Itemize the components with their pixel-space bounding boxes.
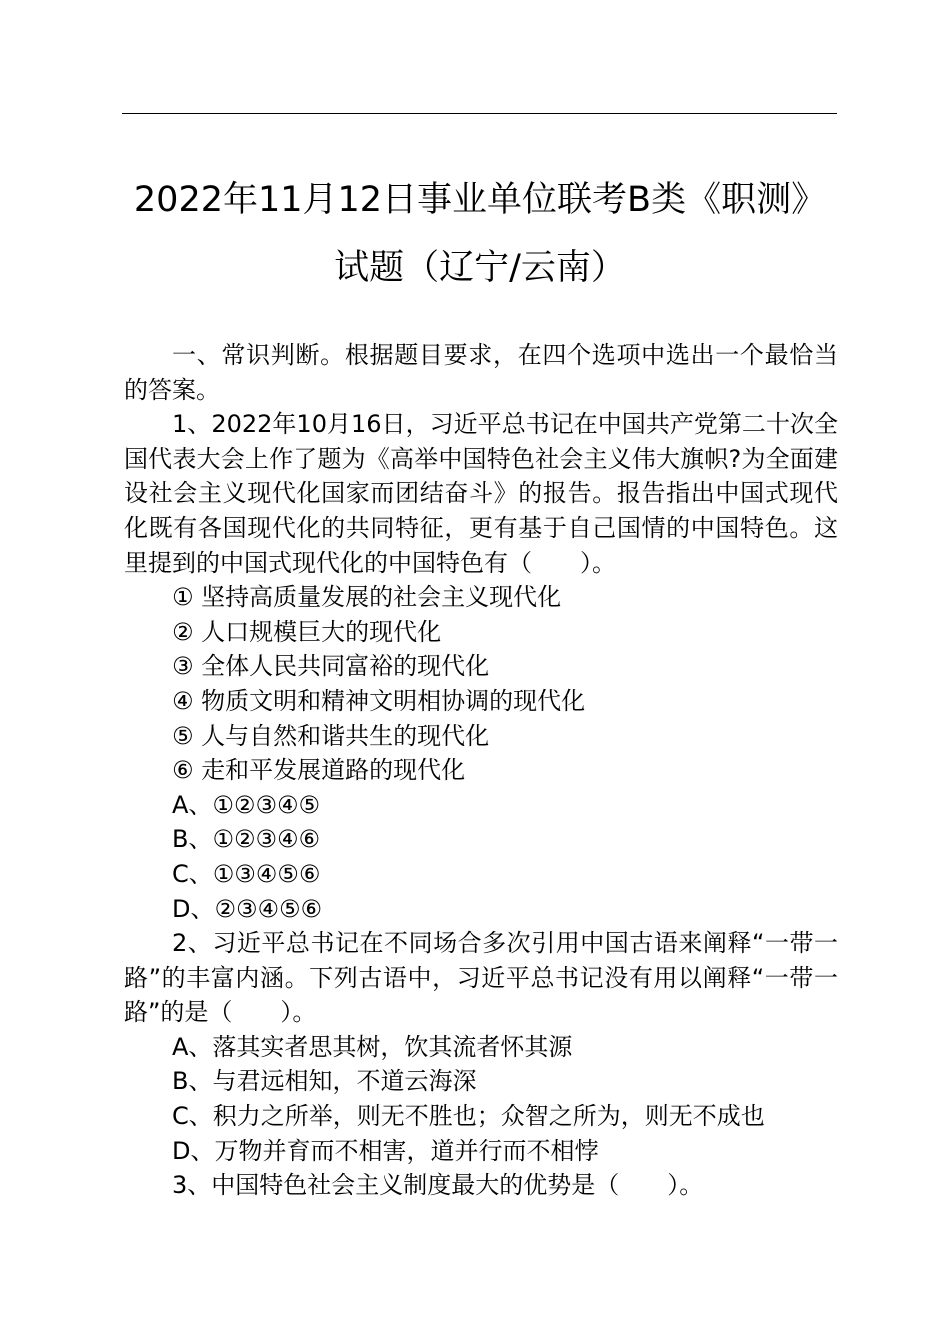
question-1-item: ③ 全体人民共同富裕的现代化 — [172, 652, 490, 681]
question-1-stem: 1、2022年10月16日，习近平总书记在中国共产党第二十次全国代表大会上作了题为《高举中国特色社会主义伟大旗帜?为全面建设社会主义现代化国家而团结奋斗》的报告。报告指出中国式现代化既有各国现代化的共同特征，更有基于自己国情的中国特色。这里提到的中国式现代化的中国特色有（ ）。 — [124, 410, 838, 577]
question-1-option-c: C、①③④⑤⑥ — [172, 859, 321, 888]
question-1-item: ⑥ 走和平发展道路的现代化 — [172, 756, 466, 785]
question-2-stem: 2、习近平总书记在不同场合多次引用中国古语来阐释“一带一路”的丰富内涵。下列古语中，习近平总书记没有用以阐释“一带一路”的是（ ）。 — [124, 929, 838, 1027]
question-2-option-b: B、与君远相知，不道云海深 — [172, 1067, 477, 1096]
document-title-line-1: 2022年11月12日事业单位联考B类《职测》 — [133, 180, 827, 220]
question-1-option-d: D、②③④⑤⑥ — [172, 894, 323, 923]
question-1-item: ④ 物质文明和精神文明相协调的现代化 — [172, 686, 586, 715]
question-1-item: ① 坚持高质量发展的社会主义现代化 — [172, 583, 562, 612]
question-1-option-b: B、①②③④⑥ — [172, 825, 321, 854]
header-rule — [122, 113, 837, 114]
question-2-option-d: D、万物并育而不相害，道并行而不相悖 — [172, 1136, 599, 1165]
section-heading: 一、常识判断。根据题目要求，在四个选项中选出一个最恰当的答案。 — [124, 341, 838, 404]
question-2-option-a: A、落其实者思其树，饮其流者怀其源 — [172, 1032, 573, 1061]
document-body — [124, 338, 838, 1203]
document-title-line-2: 试题（辽宁/云南） — [334, 248, 626, 288]
question-1-item: ⑤ 人与自然和谐共生的现代化 — [172, 721, 490, 750]
question-1-item: ② 人口规模巨大的现代化 — [172, 617, 442, 646]
question-1-option-a: A、①②③④⑤ — [172, 790, 320, 819]
question-3-stem: 3、中国特色社会主义制度最大的优势是（ ）。 — [172, 1171, 704, 1200]
question-2-option-c: C、积力之所举，则无不胜也；众智之所为，则无不成也 — [172, 1102, 765, 1131]
